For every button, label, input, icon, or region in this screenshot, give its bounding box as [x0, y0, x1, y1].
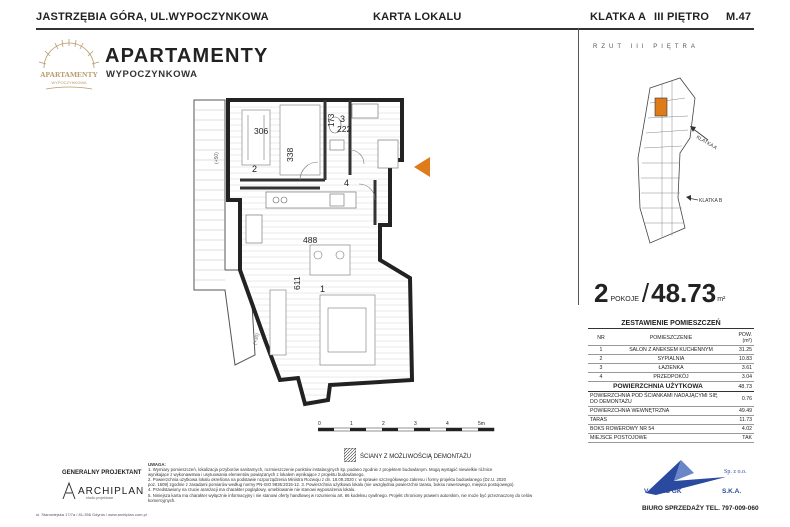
key-plan-label-b: KLATKA B	[699, 198, 723, 204]
dimension-611: 611	[292, 276, 302, 290]
note-line: 5. Niniejsza karta ma charakter wyłącznie informacyjny i nie stanowi oferty handlowej w rozumieniu art. 66 kodeksu cywilnego. Projekt chroniony prawem autorskim, nie może być przeznaczony do celów	[148, 492, 533, 498]
dimension-222: 222	[337, 124, 352, 134]
logo-badge	[36, 36, 102, 94]
floor-plan	[180, 80, 430, 420]
header-location: JASTRZĘBIA GÓRA, UL.WYPOCZYNKOWA	[36, 11, 269, 23]
room-number-1: 1	[320, 284, 326, 294]
scale-label-5m: 5m	[478, 421, 485, 427]
row-area: 31.25	[728, 346, 754, 355]
logo-title: APARTAMENTY	[105, 45, 269, 67]
notes-heading: UWAGA:	[148, 462, 166, 467]
row-area: 3.04	[728, 373, 754, 382]
developer-logo	[626, 455, 756, 501]
note-line: komercyjnych.	[148, 497, 176, 503]
dimension-488: 488	[303, 235, 318, 245]
row-name: ŁAZIENKA	[614, 364, 728, 373]
architect-name: ARCHIPLAN	[78, 485, 145, 497]
logo-badge-text: APARTAMENTY	[40, 70, 98, 79]
key-plan	[610, 58, 730, 248]
extra-value: 49.49	[728, 407, 754, 416]
room-number-4: 4	[344, 178, 350, 188]
room-table	[588, 331, 754, 443]
table-row	[588, 407, 754, 416]
head-room: POMIESZCZENIE	[614, 331, 728, 346]
developer-suffix-1: Sp. z o.o.	[724, 469, 747, 475]
table-row	[588, 355, 754, 364]
extra-value: TAK	[728, 434, 754, 443]
header-bar	[36, 6, 754, 28]
extra-label: POWIERZCHNIA WEWNĘTRZNA	[588, 407, 728, 416]
sidebar-divider	[578, 28, 579, 305]
table-row	[588, 425, 754, 434]
row-name: SYPIALNIA	[614, 355, 728, 364]
table-row	[588, 416, 754, 425]
unit-highlight	[655, 98, 667, 116]
general-designer-label: GENERALNY PROJEKTANT	[62, 470, 142, 476]
extra-label: BOKS ROWEROWY NR 54	[588, 425, 728, 434]
summary-slash: /	[641, 278, 650, 308]
usable-area-row	[588, 382, 754, 392]
logo-subtitle: WYPOCZYNKOWA	[106, 69, 198, 80]
table-row	[588, 364, 754, 373]
header-divider	[36, 28, 754, 30]
row-nr: 3	[588, 364, 614, 373]
demolition-legend-label: ŚCIANY Z MOŻLIWOŚCIĄ DEMONTAŻU	[360, 454, 472, 460]
architect-subtitle: studio projektowe	[86, 496, 114, 500]
note-line: 1. Wymiary pomieszczeń, lokalizacja przyborów sanitarnych, rozmieszczenie punktów instalacyjnych itp. podano zgodnie z projektem budowlanym. Mogą wystąpić niewielkie różnice	[148, 467, 493, 473]
rooms-count: 2	[594, 278, 609, 308]
note-line: 2. Powierzchnia użytkowa lokalu określona na podstawie rozporządzenia Ministra Rozwoju z dn. 18.09.2020 r. w sprawie szczegółowego zakresu i formy projektu budowlanego (Dz.U. 2020	[148, 477, 507, 483]
developer-suffix-2: S.K.A.	[722, 488, 742, 495]
logo-badge-sub: WYPOCZYNKOWA	[51, 80, 87, 85]
room-number-3: 3	[340, 114, 346, 124]
table-row	[588, 392, 754, 407]
room-number-2: 2	[252, 164, 258, 174]
extra-value: 0.76	[728, 392, 754, 407]
note-line: poz. 1609) zgodnie z zasadami pomiarów według normy PN-ISO 9836:2015-12. 3. Powierzchnia użytkowa lokalu (nie uwzględnia powierzchni tarasu, boksu rowerowego, miejsca postojowego).	[148, 482, 515, 488]
table-row	[588, 434, 754, 443]
head-area: POW. (m²)	[728, 331, 754, 346]
unit-summary	[594, 280, 728, 306]
rooms-label: POKOJE	[610, 296, 639, 303]
usable-area-label: POWIERZCHNIA UŻYTKOWA	[588, 382, 728, 392]
scale-bar	[318, 418, 518, 440]
entrance-arrow-icon	[412, 155, 432, 179]
demolition-hatch-icon	[344, 448, 356, 462]
dimension-306: 306	[254, 126, 269, 136]
room-table-header	[588, 331, 754, 346]
usable-area-value: 48.73	[728, 382, 754, 392]
table-row	[588, 346, 754, 355]
architect-logo-icon	[62, 482, 76, 500]
notes-block	[148, 462, 548, 503]
unit-area: 48.73	[651, 278, 717, 308]
header-card-title: KARTA LOKALU	[373, 11, 462, 23]
extra-label: MIEJSCE POSTOJOWE	[588, 434, 728, 443]
architect-address: ul. Starowiejska 17/7a / 81-356 Gdynia / www.archiplan.com.pl	[36, 512, 147, 517]
extra-value: 11.73	[728, 416, 754, 425]
table-row	[588, 373, 754, 382]
extra-label: TARAS	[588, 416, 728, 425]
scale-label-4: 4	[446, 421, 449, 427]
scale-label-0: 0	[318, 421, 321, 427]
terrace-level-bottom: (+30)	[252, 332, 261, 346]
header-floor: III PIĘTRO	[654, 11, 710, 23]
header-staircase: KLATKA A	[590, 11, 647, 23]
header-unit: M.47	[726, 11, 752, 23]
row-nr: 1	[588, 346, 614, 355]
row-name: PRZEDPOKÓJ	[614, 373, 728, 382]
key-plan-title: RZUT III PIĘTRA	[593, 44, 699, 50]
note-line: 4. Przedstawiony na rzucie aranżacji ma charakter poglądowy, umeblowanie nie stanowi wyposażenia lokalu.	[148, 487, 356, 493]
scale-label-1: 1	[350, 421, 353, 427]
room-table-title: ZESTAWIENIE POMIESZCZEŃ	[588, 320, 754, 329]
row-area: 10.83	[728, 355, 754, 364]
terrace-level-top: (+50)	[214, 152, 220, 164]
developer-name: V ELMIS GK	[644, 488, 682, 495]
scale-label-2: 2	[382, 421, 385, 427]
note-line: wynikające z wykonawstwa i usytuowania elementów powiązanych z lokalem wynikające z projektu budowlanego.	[148, 472, 365, 478]
row-name: SALON Z ANEKSEM KUCHENNYM	[614, 346, 728, 355]
extra-label: POWIERZCHNIA POD ŚCIANKAMI NADAJĄCYMI SIĘ DO DEMONTAŻU	[588, 392, 728, 407]
scale-label-3: 3	[414, 421, 417, 427]
row-nr: 4	[588, 373, 614, 382]
dimension-338: 338	[285, 147, 295, 162]
extra-value: 4.02	[728, 425, 754, 434]
dimension-173: 173	[327, 113, 336, 127]
sales-office: BIURO SPRZEDAŻY TEL. 797-009-060	[642, 505, 759, 512]
row-area: 3.61	[728, 364, 754, 373]
key-plan-label-a: KLATKA A	[695, 134, 718, 152]
row-nr: 2	[588, 355, 614, 364]
head-nr: NR	[588, 331, 614, 346]
sun-logo-icon	[36, 36, 102, 94]
area-unit: m²	[717, 296, 726, 303]
